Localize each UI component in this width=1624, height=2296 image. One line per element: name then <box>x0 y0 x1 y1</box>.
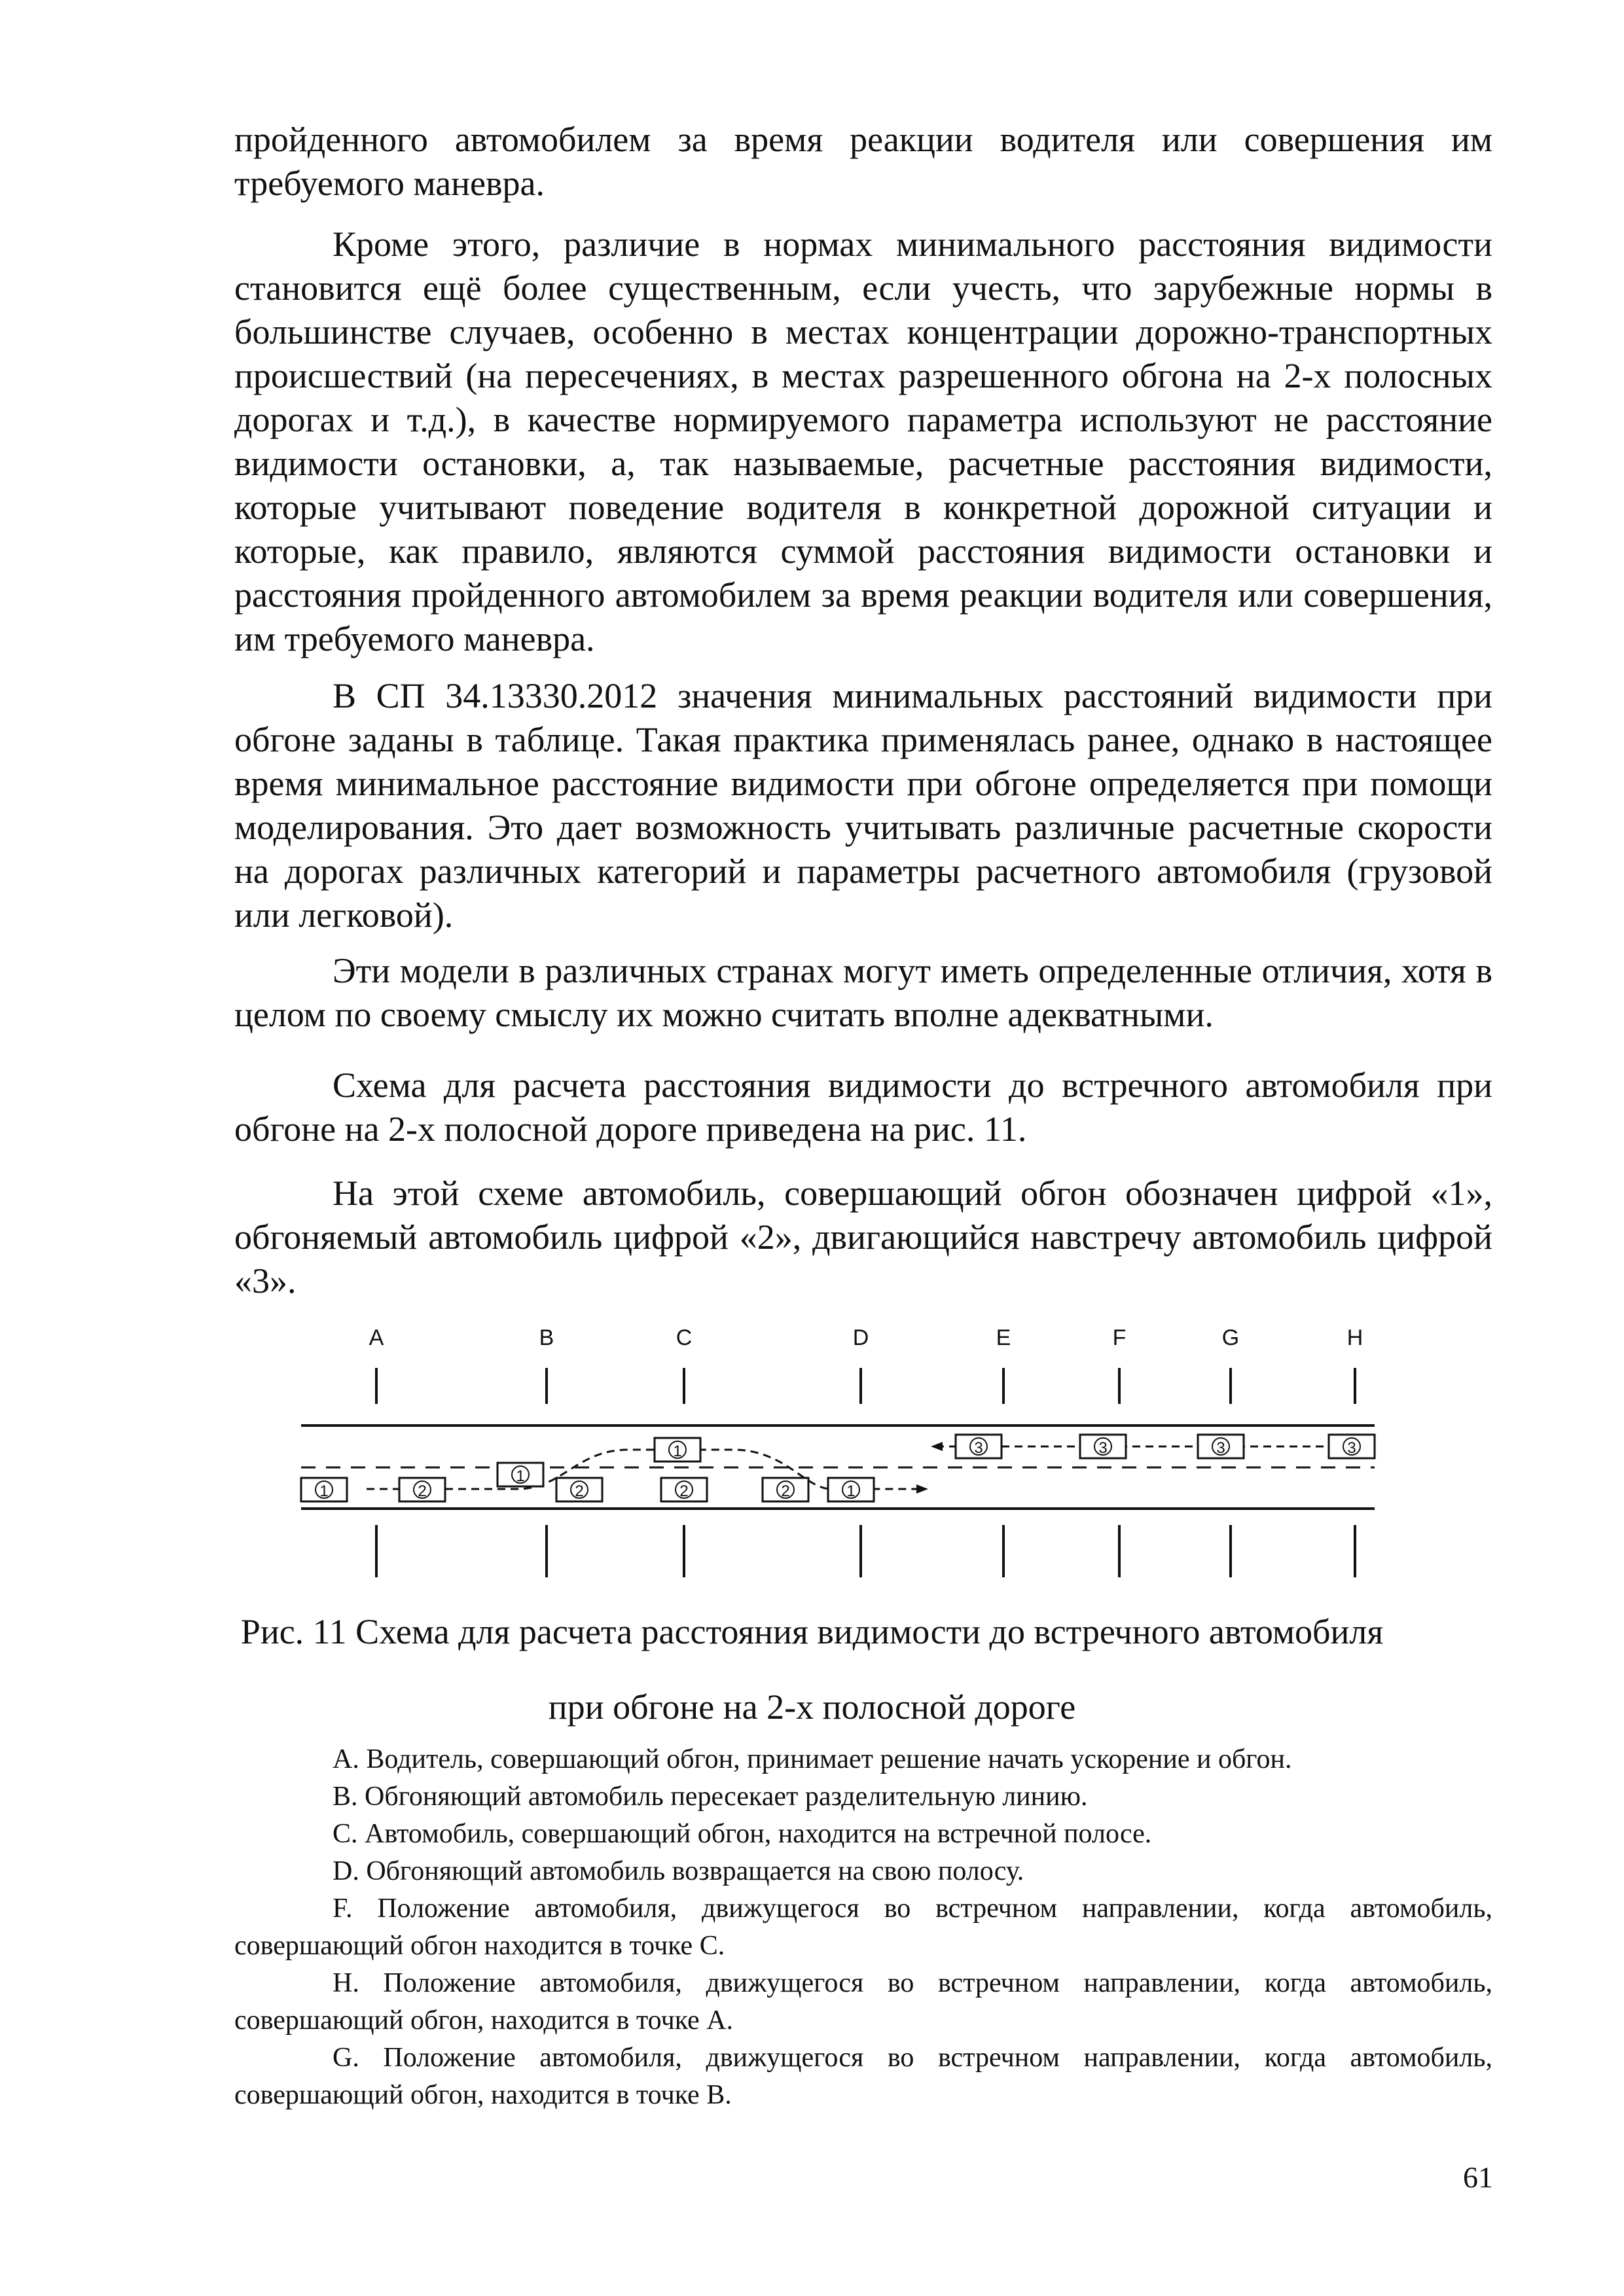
figure-caption-line-1: Рис. 11 Схема для расчета расстояния видимости до встречного автомобиля <box>240 1612 1384 1651</box>
paragraph-5-text: Схема для расчета расстояния видимости до встречного автомобиля при обгоне на 2-х полосной дороге приведена на рис. 11. <box>234 1066 1492 1149</box>
marker-a-label: A <box>369 1325 384 1350</box>
paragraph-3 <box>234 674 1492 937</box>
car-1-d <box>828 1478 874 1501</box>
marker-c-label: C <box>676 1325 693 1350</box>
car-3-e-label: 3 <box>974 1439 983 1457</box>
car-3-h-label: 3 <box>1347 1439 1356 1457</box>
car-2-b-label: 2 <box>575 1482 584 1500</box>
marker-d-label: D <box>852 1325 869 1350</box>
car-2-b <box>556 1478 602 1501</box>
car-1-c-label: 1 <box>673 1443 682 1460</box>
figure-legend <box>234 1741 1492 2114</box>
car-1-d-label: 1 <box>846 1482 856 1500</box>
car-2-d-label: 2 <box>781 1482 790 1500</box>
legend-item-b: В. Обгоняющий автомобиль пересекает разделительную линию. <box>333 1782 1088 1812</box>
page-number: 61 <box>1463 2161 1493 2194</box>
car-2-d <box>763 1478 808 1501</box>
paragraph-4-text: Эти модели в различных странах могут иметь определенные отличия, хотя в целом по своему смыслу их можно считать вполне адекватными. <box>234 951 1492 1034</box>
car-1-c <box>655 1438 700 1462</box>
position-markers <box>369 1325 1363 1350</box>
legend-item-f: F. Положение автомобиля, движущегося во встречном направлении, когда автомобиль, совершающий обгон находится в точке С. <box>234 1893 1492 1961</box>
paragraph-6-text: На этой схеме автомобиль, совершающий обгон обозначен цифрой «1», обгоняемый автомобиль цифрой «2», двигающийся навстречу автомобиль цифрой «3». <box>234 1174 1492 1300</box>
overtaking-diagram <box>288 1316 1401 1590</box>
paragraph-5 <box>234 1064 1492 1151</box>
paragraph-2-text: Кроме этого, различие в нормах минимального расстояния видимости становится ещё более существенным, если учесть, что зарубежные нормы в большинстве случаев, особенно в местах концентрации дорожно-транспортных происшествий (на пересечениях, в местах разрешенного обгона на 2-х полосных дорогах и т.д.), в качестве нормируемого параметра используют не расстояние видимости остановки, а, так называемые, расчетные расстояния видимости, которые учитывают поведение водителя в конкретной дорожной ситуации и которые, как правило, являются суммой расстояния видимости остановки и расстояния пройденного автомобилем за время реакции водителя или совершения, им требуемого маневра. <box>234 224 1492 658</box>
paragraph-2 <box>234 223 1492 661</box>
legend-item-d: D. Обгоняющий автомобиль возвращается на свою полосу. <box>333 1856 1024 1886</box>
car-3-g-label: 3 <box>1216 1439 1225 1457</box>
paragraph-4 <box>234 949 1492 1037</box>
paragraph-1-text: пройденного автомобилем за время реакции водителя или совершения им требуемого маневра. <box>234 120 1492 203</box>
car-3-h <box>1329 1435 1375 1458</box>
car-1-b-label: 1 <box>516 1467 525 1485</box>
paragraph-6 <box>234 1172 1492 1303</box>
marker-b-label: B <box>539 1325 554 1350</box>
car-3-f <box>1080 1435 1126 1458</box>
car-2-c-label: 2 <box>679 1482 689 1500</box>
oncoming-arrowhead <box>931 1442 943 1451</box>
car-1-a <box>301 1478 347 1501</box>
legend-item-g: G. Положение автомобиля, движущегося во встречном направлении, когда автомобиль, совершающий обгон, находится в точке В. <box>234 2043 1492 2110</box>
marker-g-label: G <box>1221 1325 1240 1350</box>
car-3-g <box>1198 1435 1244 1458</box>
marker-e-label: E <box>996 1325 1011 1350</box>
figure-caption-line-2: при обгоне на 2-х полосной дороге <box>548 1687 1076 1727</box>
marker-f-label: F <box>1112 1325 1127 1350</box>
paragraph-3-text: В СП 34.13330.2012 значения минимальных расстояний видимости при обгоне заданы в таблице. Такая практика применялась ранее, однако в настоящее время минимальное расстояние видимости при обгоне определяется при помощи моделирования. Это дает возможность учитывать различные расчетные скорости на дорогах различных категорий и параметры расчетного автомобиля (грузовой или легковой). <box>234 676 1492 935</box>
marker-h-label: H <box>1346 1325 1363 1350</box>
car-2-a-label: 2 <box>418 1482 427 1500</box>
overtaking-arrowhead <box>916 1484 928 1494</box>
car-3-e <box>956 1435 1001 1458</box>
car-2-c <box>661 1478 707 1501</box>
legend-item-c: С. Автомобиль, совершающий обгон, находится на встречной полосе. <box>333 1819 1152 1849</box>
car-1-b <box>497 1463 543 1486</box>
car-2-a <box>399 1478 445 1501</box>
car-1-a-label: 1 <box>319 1482 329 1500</box>
paragraph-1 <box>234 118 1492 206</box>
legend-item-a: А. Водитель, совершающий обгон, принимает решение начать ускорение и обгон. <box>333 1744 1292 1774</box>
car-3-f-label: 3 <box>1098 1439 1108 1457</box>
legend-item-h: Н. Положение автомобиля, движущегося во встречном направлении, когда автомобиль, совершающий обгон, находится в точке А. <box>234 1968 1492 2036</box>
